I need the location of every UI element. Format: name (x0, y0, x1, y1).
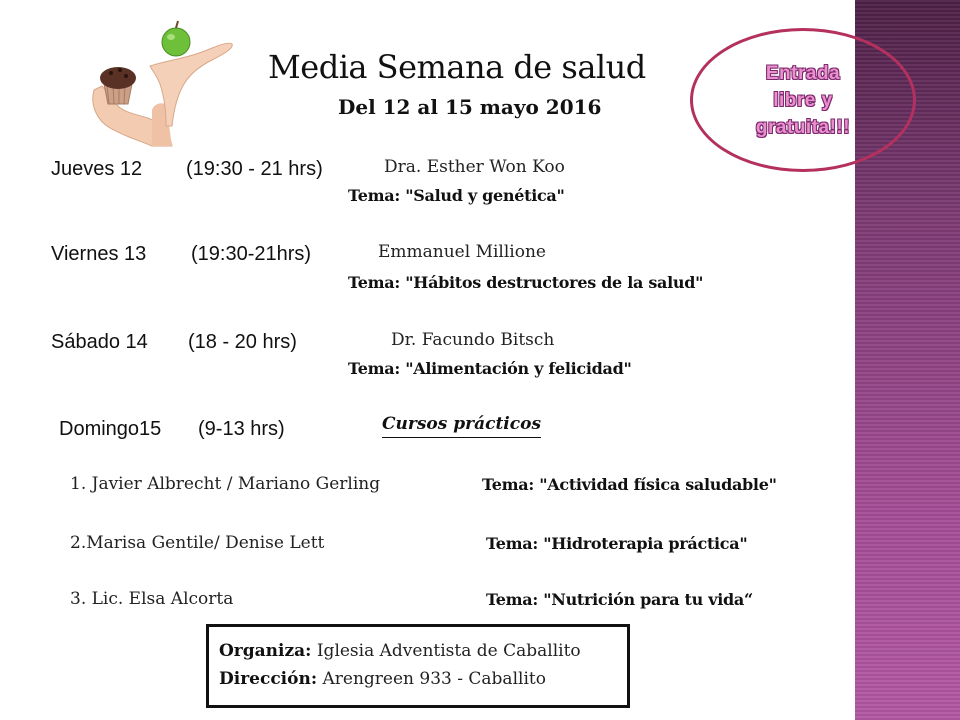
course-topic: Tema: "Nutrición para tu vida“ (486, 590, 753, 609)
course-topic: Tema: "Actividad física saludable" (482, 475, 777, 494)
courses-heading: Cursos prácticos (382, 414, 541, 438)
event-title: Media Semana de salud (268, 48, 646, 86)
event-dates: Del 12 al 15 mayo 2016 (338, 95, 602, 119)
organizer-line (219, 637, 627, 665)
hand-apple-cupcake-illustration (80, 18, 240, 148)
schedule-day: Domingo15 (59, 418, 162, 440)
schedule-time: (9-13 hrs) (198, 418, 285, 440)
badge-line: Entrada (765, 62, 841, 84)
badge-line: gratuita!!! (755, 116, 851, 138)
schedule-topic: Tema: "Salud y genética" (348, 186, 565, 205)
badge-text (738, 60, 868, 141)
free-entry-badge (690, 28, 916, 172)
schedule-speaker: Emmanuel Millione (378, 242, 546, 262)
schedule-time: (19:30-21hrs) (191, 243, 312, 265)
course-instructor: 1. Javier Albrecht / Mariano Gerling (70, 474, 381, 494)
schedule-speaker: Dr. Facundo Bitsch (391, 330, 555, 350)
schedule-day: Sábado 14 (51, 331, 148, 353)
organizer-info-box (206, 624, 630, 708)
schedule-time: (19:30 - 21 hrs) (186, 158, 323, 180)
schedule-topic: Tema: "Alimentación y felicidad" (348, 359, 632, 378)
schedule-time: (18 - 20 hrs) (188, 331, 297, 353)
badge-line: libre y (773, 89, 833, 111)
course-instructor: 3. Lic. Elsa Alcorta (70, 589, 234, 609)
course-instructor: 2.Marisa Gentile/ Denise Lett (70, 533, 325, 553)
schedule-day: Viernes 13 (51, 243, 147, 265)
course-topic: Tema: "Hidroterapia práctica" (486, 534, 748, 553)
organizer-label: Organiza: (219, 641, 312, 661)
address-value: Arengreen 933 - Caballito (317, 669, 546, 689)
address-line (219, 665, 627, 693)
schedule-day: Jueves 12 (51, 158, 143, 180)
schedule-topic: Tema: "Hábitos destructores de la salud" (348, 273, 704, 292)
address-label: Dirección: (219, 669, 318, 689)
organizer-value: Iglesia Adventista de Caballito (311, 641, 581, 661)
schedule-speaker: Dra. Esther Won Koo (384, 157, 565, 177)
